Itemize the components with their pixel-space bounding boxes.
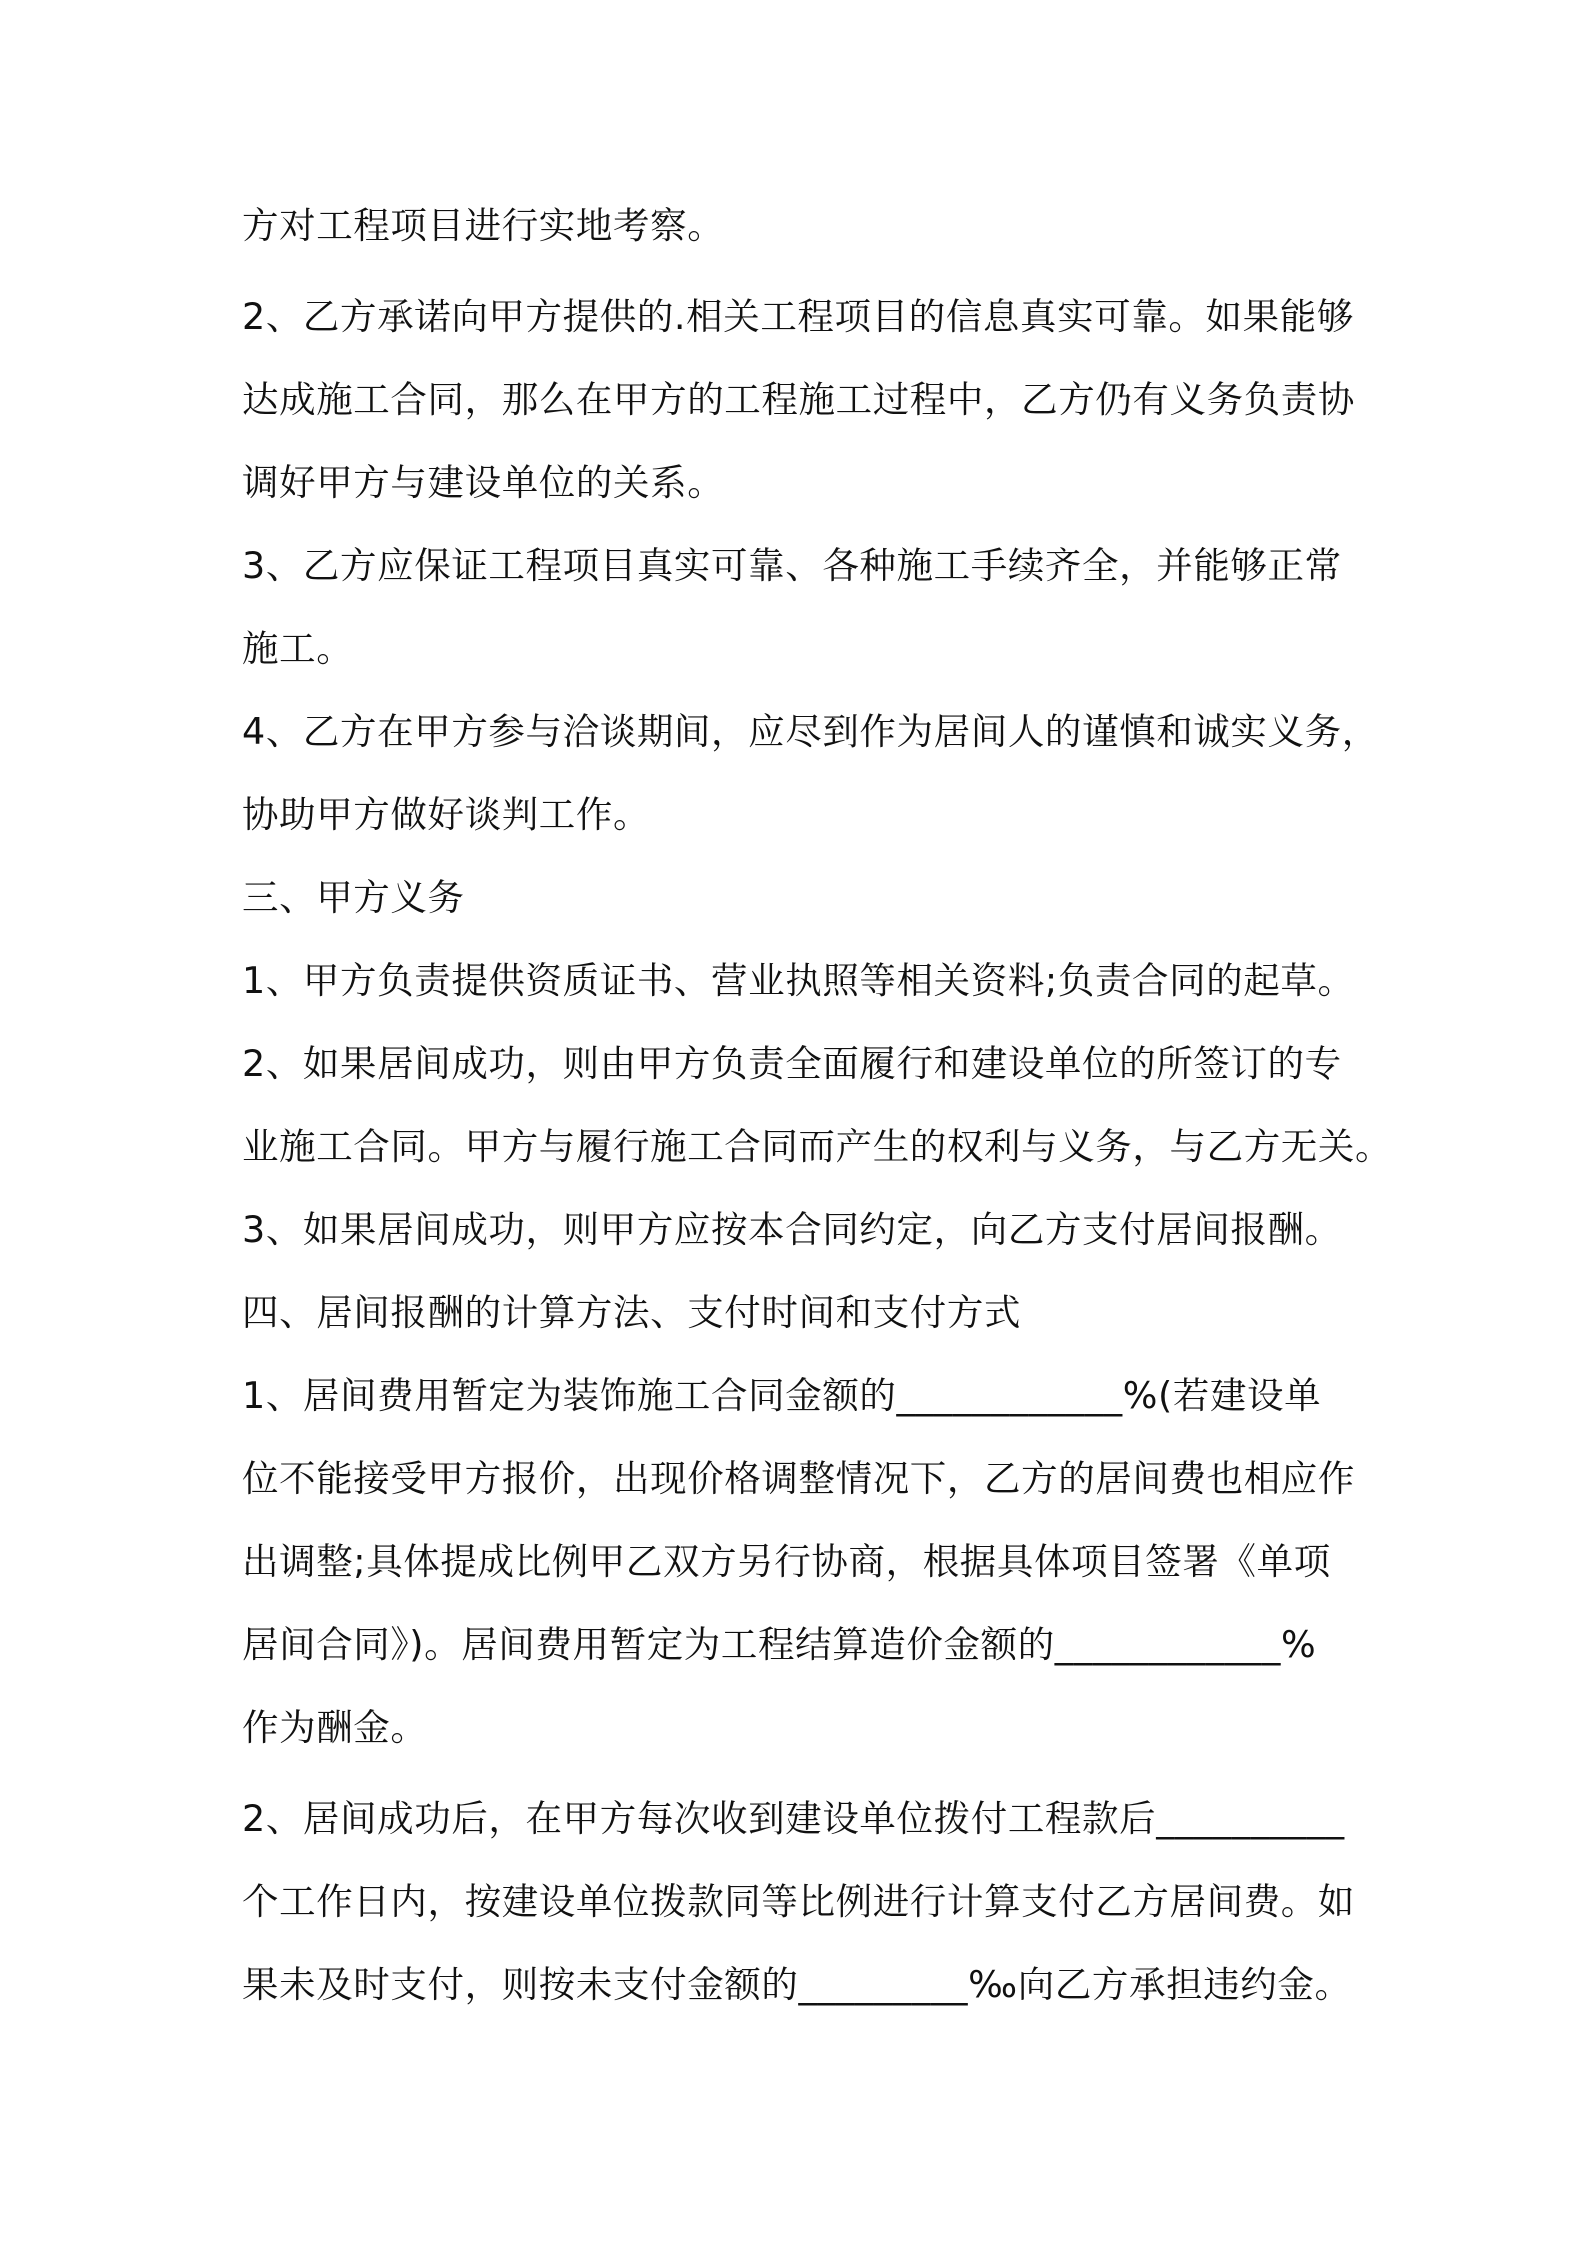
text-line-6: 施工。 [242,627,354,670]
text-line-22: 果未及时支付，则按未支付金额的_________‰向乙方承担违约金。 [242,1963,1352,2006]
text-line-17: 出调整;具体提成比例甲乙双方另行协商，根据具体项目签署《单项 [242,1540,1331,1583]
text-line-10: 1、甲方负责提供资质证书、营业执照等相关资料;负责合同的起草。 [242,959,1355,1002]
text-line-16: 位不能接受甲方报价，出现价格调整情况下，乙方的居间费也相应作 [242,1457,1355,1500]
text-line-8: 协助甲方做好谈判工作。 [242,793,651,836]
text-line-15: 1、居间费用暂定为装饰施工合同金额的____________%(若建设单 [242,1374,1322,1417]
text-line-20: 2、居间成功后，在甲方每次收到建设单位拨付工程款后__________ [242,1797,1345,1840]
text-line-18: 居间合同》)。居间费用暂定为工程结算造价金额的____________% [242,1623,1317,1666]
text-line-19: 作为酬金。 [242,1706,428,1749]
text-line-7: 4、乙方在甲方参与洽谈期间，应尽到作为居间人的谨慎和诚实义务， [242,710,1379,753]
text-line-13: 3、如果居间成功，则甲方应按本合同约定，向乙方支付居间报酬。 [242,1208,1342,1251]
text-line-1: 方对工程项目进行实地考察。 [242,204,725,247]
text-line-3: 达成施工合同，那么在甲方的工程施工过程中，乙方仍有义务负责协 [242,378,1355,421]
text-line-21: 个工作日内，按建设单位拨款同等比例进行计算支付乙方居间费。如 [242,1880,1355,1923]
text-line-11: 2、如果居间成功，则由甲方负责全面履行和建设单位的所签订的专 [242,1042,1342,1085]
section-heading-4: 四、居间报酬的计算方法、支付时间和支付方式 [242,1291,1022,1334]
section-heading-3: 三、甲方义务 [242,876,465,919]
text-line-5: 3、乙方应保证工程项目真实可靠、各种施工手续齐全，并能够正常 [242,544,1342,587]
text-line-12: 业施工合同。甲方与履行施工合同而产生的权利与义务，与乙方无关。 [242,1125,1393,1168]
text-line-2: 2、乙方承诺向甲方提供的.相关工程项目的信息真实可靠。如果能够 [242,295,1354,338]
text-line-4: 调好甲方与建设单位的关系。 [242,461,725,504]
